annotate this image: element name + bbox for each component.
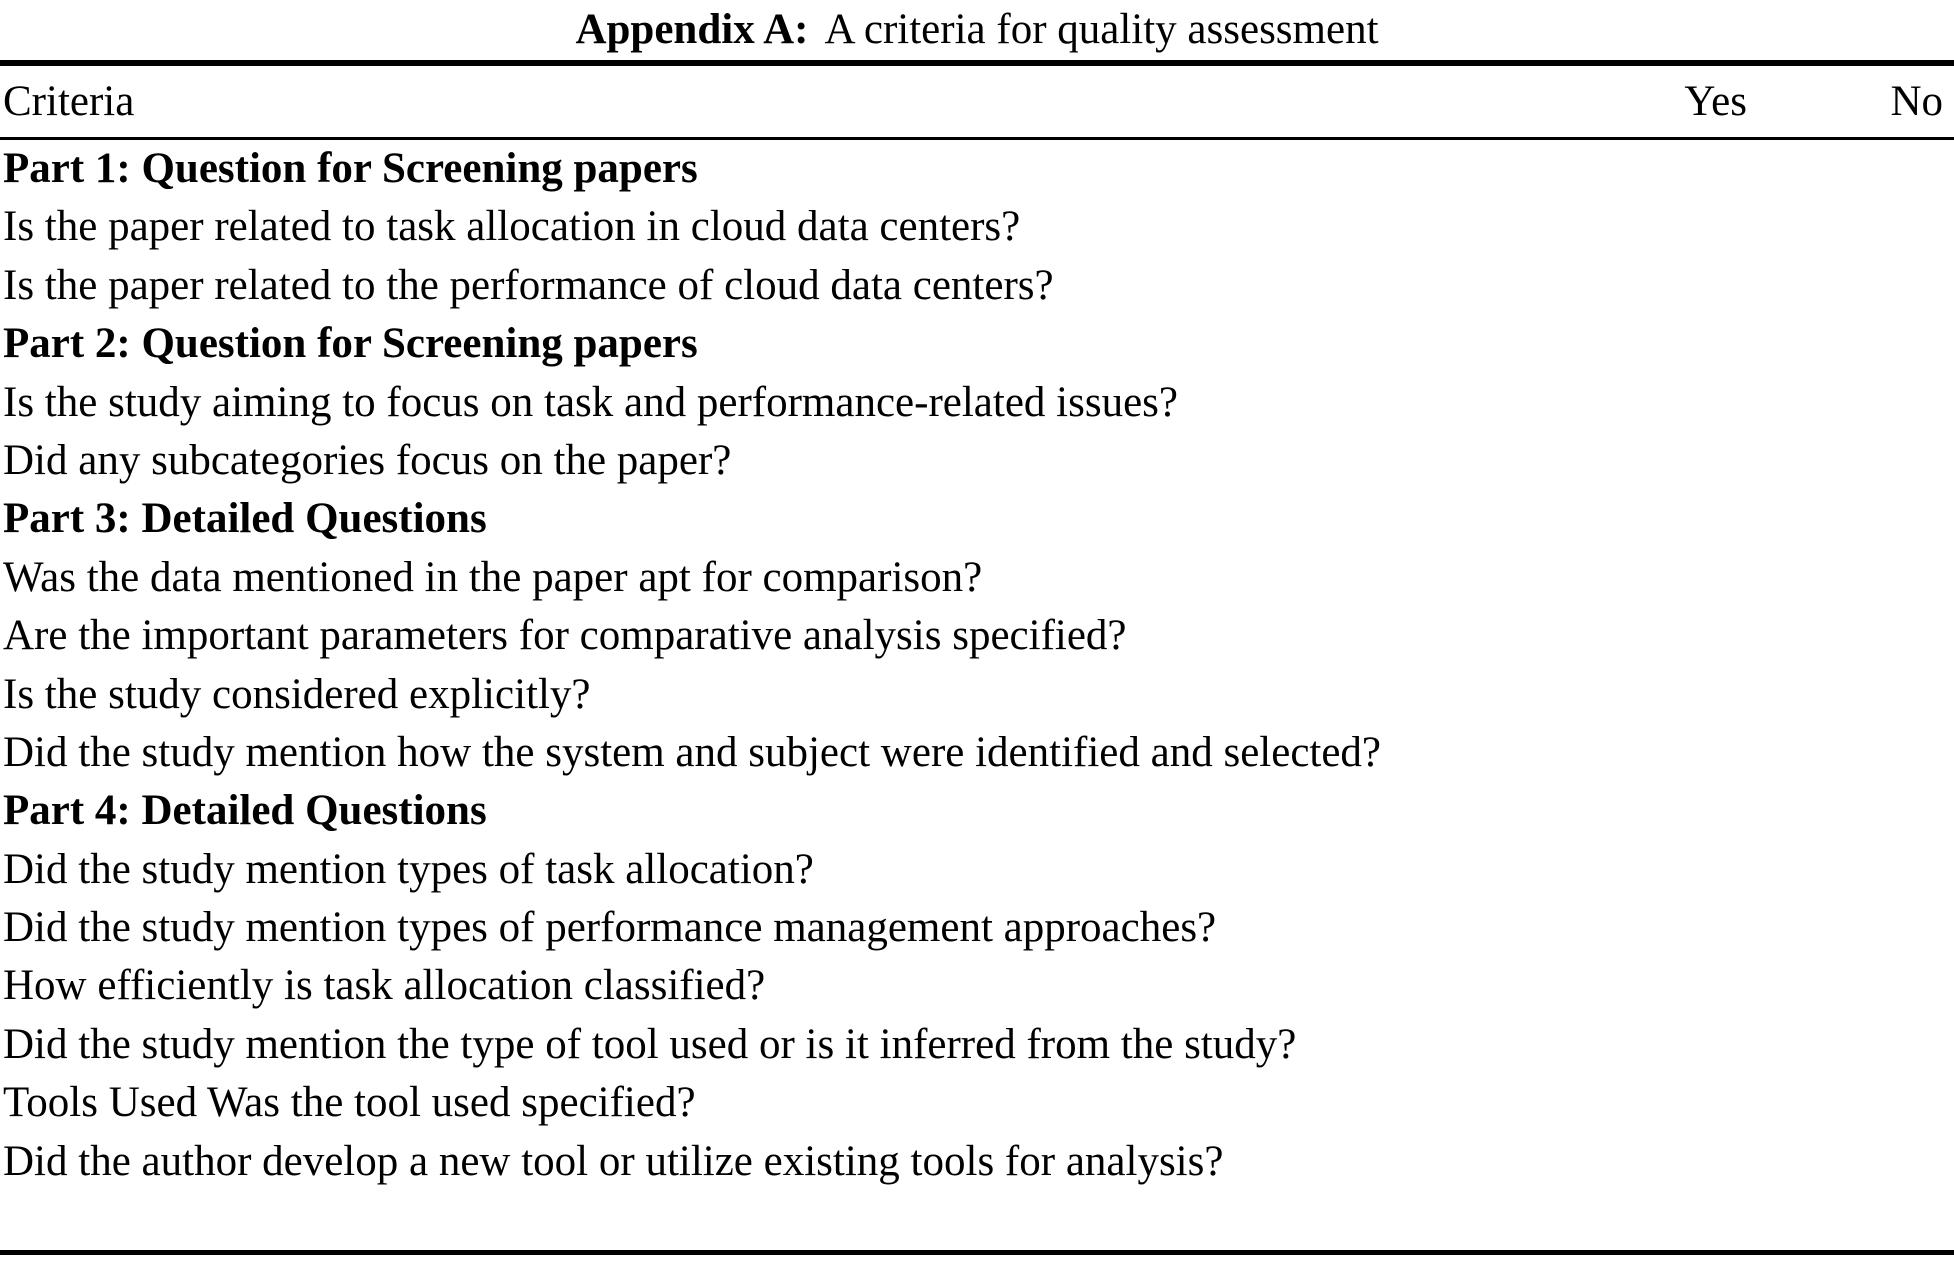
header-no: No bbox=[1890, 78, 1943, 125]
question-row: Tools Used Was the tool used specified? bbox=[3, 1079, 696, 1127]
section-heading-part4: Part 4: Detailed Questions bbox=[3, 787, 487, 835]
question-row: Is the paper related to task allocation in cloud data centers? bbox=[3, 203, 1021, 251]
table-body bbox=[0, 140, 1954, 1250]
section-heading-part1: Part 1: Question for Screening papers bbox=[3, 145, 698, 192]
table-header-row bbox=[0, 66, 1954, 137]
question-row: Are the important parameters for comparative analysis specified? bbox=[3, 612, 1127, 660]
section-heading-part2: Part 2: Question for Screening papers bbox=[3, 320, 698, 368]
question-row: Did the study mention types of task allocation? bbox=[3, 845, 814, 893]
section-heading-part3: Part 3: Detailed Questions bbox=[3, 495, 487, 543]
header-criteria: Criteria bbox=[3, 78, 135, 125]
question-row: Did the author develop a new tool or utilize existing tools for analysis? bbox=[3, 1137, 1224, 1185]
question-row: Is the study considered explicitly? bbox=[3, 670, 591, 718]
question-row: Did the study mention how the system and subject were identified and selected? bbox=[3, 728, 1382, 776]
question-row: Did the study mention the type of tool used or is it inferred from the study? bbox=[3, 1020, 1297, 1068]
question-row: Did any subcategories focus on the paper? bbox=[3, 436, 732, 484]
question-row: Is the study aiming to focus on task and performance-related issues? bbox=[3, 378, 1178, 426]
question-row: Was the data mentioned in the paper apt for comparison? bbox=[3, 553, 983, 601]
question-row: How efficiently is task allocation classified? bbox=[3, 962, 766, 1010]
title-label: Appendix A: bbox=[575, 6, 809, 53]
title-text: A criteria for quality assessment bbox=[824, 6, 1379, 53]
table-title bbox=[0, 0, 1954, 60]
question-row: Did the study mention types of performance management approaches? bbox=[3, 904, 1217, 952]
header-yes: Yes bbox=[1684, 78, 1747, 125]
bottom-rule bbox=[0, 1250, 1954, 1255]
question-row: Is the paper related to the performance of cloud data centers? bbox=[3, 261, 1054, 309]
